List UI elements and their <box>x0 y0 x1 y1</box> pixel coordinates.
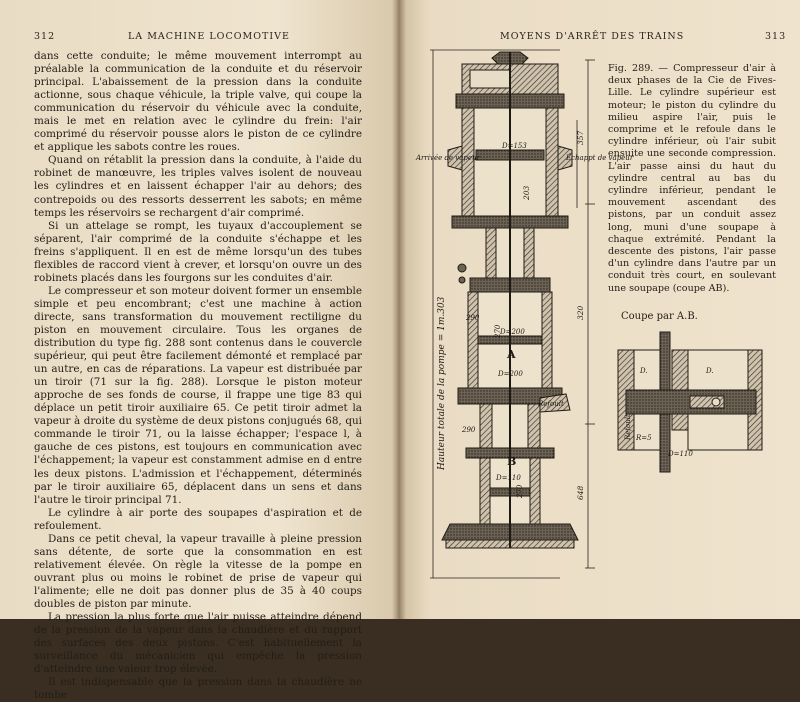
paragraph: Si un attelage se rompt, les tuyaux d'accouplement se séparent, l'air comprimé de la conduite s'échappe et les freins s'appliquent. Il en est de même lorsqu'un des tubes flexibles de raccord vient à crever, et lorsqu'on ouvre un des robinets placés dans les fourgons sur les conduites d'air. <box>34 219 362 284</box>
section-diameter-label: D. <box>706 367 714 375</box>
dimension-label: 290 <box>466 314 480 322</box>
paragraph: dans cette conduite; le même mouvement interrompt au préalable la communication de la conduite et du réservoir principal. L'abaissement de la pression dans la conduite actionne, sous chaque véhicule, la triple valve, qui coupe la communication du réservoir du véhicule avec la conduite, mais le met en relation avec le cylindre du frein: l'air comprimé du réservoir pousse alors le piston de ce cylindre et applique les sabots contre les roues. <box>34 50 362 154</box>
paragraph: Quand on rétablit la pression dans la conduite, à l'aide du robinet de manœuvre, les triples valves isolent de nouveau les cylindres et en laissent échapper l'air au dehors; des contrepoids ou des ressorts desserrent les sabots; en même temps les réservoirs se rechargent d'air comprimé. <box>34 154 362 219</box>
steam-inlet-label: Arrivée de vapeur <box>416 154 480 162</box>
paragraph: La pression la plus forte que l'air puisse atteindre dépend de la pression de la vapeur dans la chaudière et du rapport des surfaces des deux pistons. C'est habituellement la surveillance du mécanicien qui empêche la pression d'atteindre une valeur trop élevée. <box>34 611 362 676</box>
diameter-label: D=110 <box>496 474 521 482</box>
paragraph: Dans ce petit cheval, la vapeur travaille à pleine pression sans détente, de sorte que la consommation en est relativement élevée. On règle la vitesse de la pompe en ouvrant plus ou moins le robinet de prise de vapeur qui l'alimente; elle ne doit pas donner plus de 35 à 40 coups doubles de piston par minute. <box>34 532 362 610</box>
point-a-label: A <box>507 348 516 361</box>
dimension-label: 270 <box>494 324 502 338</box>
steam-exhaust-label: Échappt de vapeur <box>566 154 634 162</box>
diameter-label: D=200 <box>500 328 525 336</box>
dimension-label: 203 <box>522 185 531 200</box>
paragraph: Le cylindre à air porte des soupapes d'aspiration et de refoulement. <box>34 506 362 532</box>
vertical-label: Hauteur totale de la pompe = 1m.303 <box>437 296 447 470</box>
point-b-label: B <box>507 455 517 468</box>
dimension-label: 648 <box>576 485 585 500</box>
dimension-label: 270 <box>516 484 524 498</box>
page-number-right: 313 <box>765 31 787 42</box>
paragraph: Il est indispensable que la pression dans la chaudière ne tombe <box>34 676 362 702</box>
page-number-left: 312 <box>34 31 56 42</box>
delivery-label: Refoult <box>538 400 564 408</box>
diameter-label: D=153 <box>502 142 527 150</box>
section-dimension-label: R=5 <box>636 434 652 442</box>
paragraph: Le compresseur et son moteur doivent former un ensemble simple et peu encombrant; c'est une machine à action directe, sans transformation du mouvement rectiligne du piston en mouvement circulaire. Tous les organes de distribution du type fig. 288 sont contenus dans le couvercle supérieur, qui peut être facilement démonté et remplacé par un autre, en cas de réparations. La vapeur est distribuée par un tiroir (71 sur la fig. 288). Lorsque le piston moteur approche de ses fonds de course, il frappe une tige 83 qui déplace un petit tiroir auxiliaire 65. Ce petit tiroir admet la vapeur à droite du système de deux pistons conjugués 68, qui commande le tiroir 71, ou la laisse échapper; l'espace l, à gauche de ces pistons, est toujours en communication avec l'échappement; la vapeur est constamment admise en d entre les deux pistons. L'admission et l'échappement, déterminés par le tiroir auxiliaire 65, déplacent dans un sens et dans l'autre le tiroir principal 71. <box>34 284 362 506</box>
figure-caption: Fig. 289. — Compresseur d'air à deux phases de la Cie de Fives-Lille. Le cylindre supérieur est moteur; le piston du cylindre du milieu aspire l'air, puis le comprime et le refoule dans le cylindre inférieur, où l'air subit ensuite une seconde compression. L'air passe ainsi du haut du cylindre central au bas du cylindre inférieur, pendant le mouvement ascendant des pistons, par un conduit assez long, muni d'une soupape à chaque extrémité. Pendant la descente des pistons, l'air passe d'un cylindre dans l'autre par un conduit très court, en soulevant une soupape (coupe AB). <box>608 63 776 294</box>
running-head-left: LA MACHINE LOCOMOTIVE <box>128 31 290 42</box>
left-body-text <box>34 50 362 702</box>
dimension-label: 290 <box>462 426 476 434</box>
section-delivery-label: Refoult <box>624 414 632 440</box>
dimension-label: 357 <box>576 130 585 145</box>
left-page <box>0 0 398 702</box>
section-diameter-label: D=110 <box>668 450 693 458</box>
dimension-label: 320 <box>576 305 585 320</box>
running-head-right: MOYENS D'ARRÊT DES TRAINS <box>500 31 685 42</box>
diameter-label: D=200 <box>498 370 523 378</box>
section-title: Coupe par A.B. <box>621 311 698 322</box>
section-diameter-label: D. <box>640 367 648 375</box>
